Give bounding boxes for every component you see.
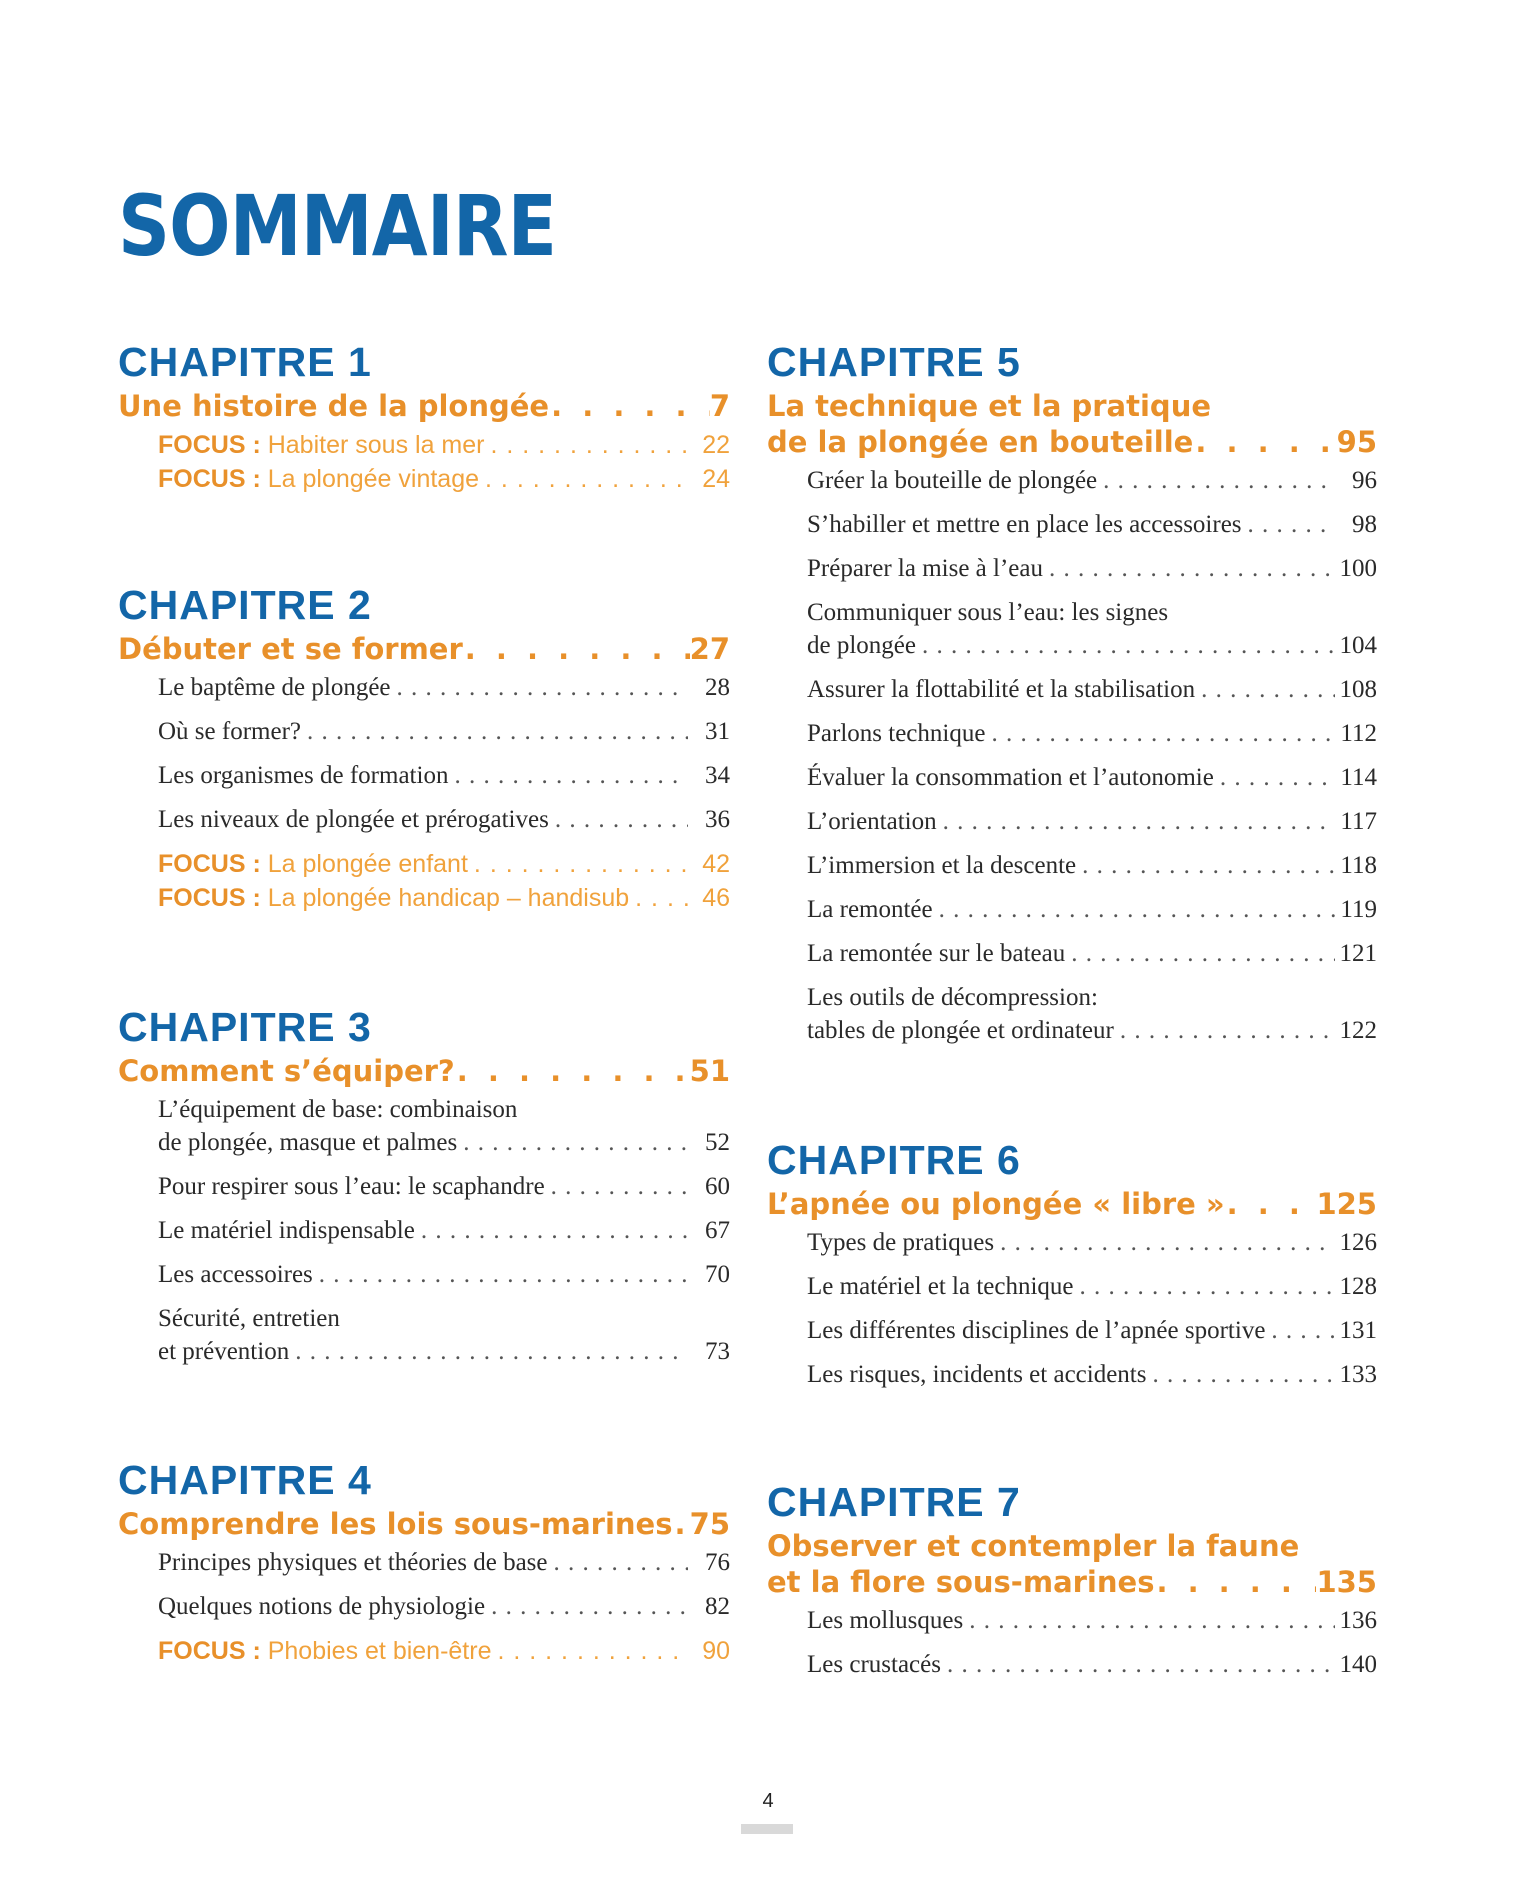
toc-entry[interactable] xyxy=(807,1648,1377,1681)
entry-page-number: 46 xyxy=(702,884,730,912)
entry-page-number: 126 xyxy=(1339,1229,1377,1256)
entry-page-number: 90 xyxy=(702,1637,730,1665)
chapter-page-number: 75 xyxy=(689,1507,730,1541)
entry-title: Gréer la bouteille de plongée xyxy=(807,467,1098,494)
entry-title-line: Les outils de décompression: xyxy=(807,984,1098,1011)
dot-leader xyxy=(1214,761,1335,794)
entry-page-number: 76 xyxy=(705,1549,730,1576)
toc-entry[interactable] xyxy=(158,1546,730,1579)
entry-title: Le matériel et la technique xyxy=(807,1273,1074,1300)
entry-title: tables de plongée et ordinateur xyxy=(807,1017,1114,1044)
entry-title: S’habiller et mettre en place les accessoires xyxy=(807,511,1242,538)
entry-page-number: 73 xyxy=(705,1338,730,1365)
dot-leader xyxy=(391,671,688,704)
toc-entry[interactable] xyxy=(158,1258,730,1291)
entry-title: Assurer la flottabilité et la stabilisation xyxy=(807,676,1196,703)
dot-leader xyxy=(1242,508,1335,541)
dot-leader xyxy=(485,1590,688,1623)
page-number: 4 xyxy=(762,1790,774,1812)
toc-entry[interactable] xyxy=(807,1314,1377,1347)
toc-entry[interactable] xyxy=(158,1590,730,1623)
entry-title: Pour respirer sous l’eau: le scaphandre xyxy=(158,1173,545,1200)
focus-label: FOCUS : xyxy=(158,465,261,493)
entry-title: Les accessoires xyxy=(158,1261,313,1288)
entry-page-number: 121 xyxy=(1339,940,1377,967)
entry-page-number: 36 xyxy=(705,806,730,833)
toc-entry[interactable] xyxy=(807,1604,1377,1637)
entry-page-number: 98 xyxy=(1352,511,1377,538)
entry-title: La remontée xyxy=(807,896,933,923)
entry-page-number: 131 xyxy=(1339,1317,1377,1344)
toc-entry[interactable] xyxy=(158,671,730,704)
chapter-title: Comment s’équiper? xyxy=(118,1054,455,1088)
focus-entry[interactable] xyxy=(158,428,730,462)
dot-leader xyxy=(672,1506,689,1542)
dot-leader xyxy=(1146,1358,1335,1391)
chapter-title-link[interactable] xyxy=(767,1186,1377,1222)
chapter-title-link[interactable] xyxy=(118,1506,730,1542)
dot-leader xyxy=(1114,1014,1335,1047)
entry-title: La plongée vintage xyxy=(260,465,480,493)
toc-entry[interactable] xyxy=(807,552,1377,585)
toc-entry[interactable] xyxy=(807,805,1377,838)
toc-entry[interactable] xyxy=(807,849,1377,882)
dot-leader xyxy=(629,881,688,915)
chapter-title-line: Observer et contempler la faune xyxy=(767,1529,1300,1563)
entry-page-number: 82 xyxy=(705,1593,730,1620)
entry-title: Phobies et bien-être xyxy=(260,1637,492,1665)
entry-page-number: 96 xyxy=(1352,467,1377,494)
toc-entry[interactable] xyxy=(807,893,1377,926)
chapter-7 xyxy=(767,1478,1377,1692)
entry-title: La plongée handicap – handisub xyxy=(260,884,630,912)
chapter-5 xyxy=(767,338,1377,1058)
entry-list xyxy=(118,1546,730,1668)
entry-title: Les risques, incidents et accidents xyxy=(807,1361,1147,1388)
dot-leader xyxy=(484,428,688,462)
entry-page-number: 67 xyxy=(705,1217,730,1244)
chapter-title-link[interactable] xyxy=(767,388,1377,460)
entry-page-number: 119 xyxy=(1340,896,1377,923)
entry-page-number: 136 xyxy=(1339,1607,1377,1634)
toc-entry[interactable] xyxy=(807,1226,1377,1259)
entry-title: Types de pratiques xyxy=(807,1229,995,1256)
chapter-4 xyxy=(118,1456,730,1668)
dot-leader xyxy=(994,1226,1335,1259)
dot-leader xyxy=(545,1170,688,1203)
entry-page-number: 112 xyxy=(1340,720,1377,747)
entry-page-number: 31 xyxy=(705,718,730,745)
toc-entry[interactable] xyxy=(807,1270,1377,1303)
toc-entry[interactable] xyxy=(158,1170,730,1203)
chapter-page-number: 125 xyxy=(1316,1187,1377,1221)
dot-leader xyxy=(1195,673,1335,706)
dot-leader xyxy=(549,803,688,836)
dot-leader xyxy=(1043,552,1335,585)
entry-page-number: 104 xyxy=(1339,632,1377,659)
chapter-3 xyxy=(118,1003,730,1379)
entry-title-line: L’équipement de base: combinaison xyxy=(158,1096,518,1123)
entry-page-number: 140 xyxy=(1339,1651,1377,1678)
dot-leader xyxy=(457,1126,688,1159)
entry-title: Le baptême de plongée xyxy=(158,674,391,701)
dot-leader xyxy=(549,388,710,424)
entry-title: Préparer la mise à l’eau xyxy=(807,555,1043,582)
chapter-heading: CHAPITRE 3 xyxy=(118,1004,372,1050)
dot-leader xyxy=(468,847,688,881)
dot-leader xyxy=(985,717,1335,750)
entry-title: Quelques notions de physiologie xyxy=(158,1593,486,1620)
toc-entry[interactable] xyxy=(807,1358,1377,1391)
dot-leader xyxy=(963,1604,1335,1637)
toc-entry[interactable] xyxy=(807,981,1377,1047)
dot-leader xyxy=(1154,1564,1316,1600)
entry-page-number: 42 xyxy=(702,850,730,878)
dot-leader xyxy=(1074,1270,1335,1303)
entry-page-number: 52 xyxy=(705,1129,730,1156)
folio-divider xyxy=(741,1824,793,1834)
entry-list xyxy=(118,1093,730,1368)
entry-title: et prévention xyxy=(158,1338,290,1365)
entry-page-number: 122 xyxy=(1339,1017,1377,1044)
dot-leader xyxy=(479,462,688,496)
entry-title: Les organismes de formation xyxy=(158,762,449,789)
entry-page-number: 70 xyxy=(705,1261,730,1288)
toc-entry[interactable] xyxy=(807,717,1377,750)
dot-leader xyxy=(1065,937,1335,970)
entry-list xyxy=(767,1226,1377,1391)
dot-leader xyxy=(1076,849,1335,882)
chapter-title-link[interactable] xyxy=(118,1053,730,1089)
chapter-heading: CHAPITRE 7 xyxy=(767,1479,1021,1525)
entry-list xyxy=(767,1604,1377,1681)
toc-entry[interactable] xyxy=(807,937,1377,970)
entry-title: Où se former? xyxy=(158,718,301,745)
chapter-2 xyxy=(118,581,730,915)
entry-title: Parlons technique xyxy=(807,720,986,747)
dot-leader xyxy=(301,715,688,748)
entry-title: Les crustacés xyxy=(807,1651,941,1678)
entry-title: Le matériel indispensable xyxy=(158,1217,415,1244)
chapter-1 xyxy=(118,338,730,496)
entry-title: Les niveaux de plongée et prérogatives xyxy=(158,806,549,833)
chapter-title: et la flore sous-marines xyxy=(767,1565,1155,1599)
chapter-heading: CHAPITRE 2 xyxy=(118,582,372,628)
dot-leader xyxy=(916,629,1335,662)
entry-title: Habiter sous la mer xyxy=(260,431,485,459)
entry-page-number: 28 xyxy=(705,674,730,701)
dot-leader xyxy=(1193,424,1336,460)
toc-entry[interactable] xyxy=(807,673,1377,706)
entry-title: Évaluer la consommation et l’autonomie xyxy=(807,764,1214,791)
entry-list xyxy=(118,428,730,496)
dot-leader xyxy=(415,1214,688,1247)
dot-leader xyxy=(491,1634,688,1668)
entry-page-number: 108 xyxy=(1339,676,1377,703)
toc-entry[interactable] xyxy=(807,464,1377,497)
focus-label: FOCUS : xyxy=(158,1637,261,1665)
entry-list xyxy=(767,464,1377,1047)
entry-page-number: 100 xyxy=(1339,555,1377,582)
entry-page-number: 133 xyxy=(1339,1361,1377,1388)
toc-entry[interactable] xyxy=(807,761,1377,794)
toc-entry[interactable] xyxy=(158,1214,730,1247)
entry-page-number: 114 xyxy=(1340,764,1377,791)
chapter-6 xyxy=(767,1136,1377,1402)
dot-leader xyxy=(313,1258,688,1291)
focus-label: FOCUS : xyxy=(158,884,261,912)
entry-title-line: Communiquer sous l’eau: les signes xyxy=(807,599,1169,626)
entry-page-number: 118 xyxy=(1340,852,1377,879)
dot-leader xyxy=(448,759,688,792)
chapter-title: de la plongée en bouteille xyxy=(767,425,1194,459)
toc-entry[interactable] xyxy=(807,508,1377,541)
toc-entry[interactable] xyxy=(158,715,730,748)
focus-label: FOCUS : xyxy=(158,431,261,459)
entry-title: La remontée sur le bateau xyxy=(807,940,1066,967)
entry-title: La plongée enfant xyxy=(260,850,468,878)
chapter-heading: CHAPITRE 4 xyxy=(118,1457,372,1503)
entry-title: Les mollusques xyxy=(807,1607,964,1634)
chapter-page-number: 135 xyxy=(1316,1565,1377,1599)
entry-page-number: 22 xyxy=(702,431,730,459)
toc-entry[interactable] xyxy=(158,1302,730,1368)
chapter-page-number: 95 xyxy=(1336,425,1377,459)
page-title: SOMMAIRE xyxy=(118,177,557,275)
toc-entry[interactable] xyxy=(158,803,730,836)
focus-entry[interactable] xyxy=(158,881,730,915)
focus-entry[interactable] xyxy=(158,847,730,881)
focus-entry[interactable] xyxy=(158,1634,730,1668)
chapter-heading: CHAPITRE 5 xyxy=(767,339,1021,385)
focus-entry[interactable] xyxy=(158,462,730,496)
entry-title-line: Sécurité, entretien xyxy=(158,1305,340,1332)
toc-entry[interactable] xyxy=(158,759,730,792)
entry-list xyxy=(118,671,730,915)
chapter-heading: CHAPITRE 1 xyxy=(118,339,372,385)
dot-leader xyxy=(455,1053,690,1089)
chapter-title-link[interactable] xyxy=(767,1528,1377,1600)
chapter-title: Une histoire de la plongée xyxy=(118,389,550,423)
dot-leader xyxy=(289,1335,688,1368)
dot-leader xyxy=(1097,464,1335,497)
chapter-title: Débuter et se former xyxy=(118,632,463,666)
entry-title: de plongée xyxy=(807,632,916,659)
dot-leader xyxy=(463,631,690,667)
chapter-title: Comprendre les lois sous-marines xyxy=(118,1507,673,1541)
entry-title: Principes physiques et théories de base xyxy=(158,1549,548,1576)
dot-leader xyxy=(941,1648,1335,1681)
entry-title: de plongée, masque et palmes xyxy=(158,1129,458,1156)
dot-leader xyxy=(1265,1314,1335,1347)
chapter-title-link[interactable] xyxy=(118,631,730,667)
focus-label: FOCUS : xyxy=(158,850,261,878)
dot-leader xyxy=(1225,1186,1317,1222)
chapter-page-number: 51 xyxy=(689,1054,730,1088)
entry-page-number: 128 xyxy=(1339,1273,1377,1300)
toc-entry[interactable] xyxy=(158,1093,730,1159)
dot-leader xyxy=(937,805,1335,838)
entry-title: Les différentes disciplines de l’apnée sportive xyxy=(807,1317,1266,1344)
chapter-title-link[interactable] xyxy=(118,388,730,424)
chapter-page-number: 7 xyxy=(709,389,730,423)
entry-title: L’immersion et la descente xyxy=(807,852,1077,879)
chapter-title-line: La technique et la pratique xyxy=(767,389,1212,423)
chapter-page-number: 27 xyxy=(689,632,730,666)
dot-leader xyxy=(933,893,1335,926)
entry-page-number: 34 xyxy=(705,762,730,789)
entry-page-number: 24 xyxy=(702,465,730,493)
toc-entry[interactable] xyxy=(807,596,1377,662)
chapter-heading: CHAPITRE 6 xyxy=(767,1137,1021,1183)
dot-leader xyxy=(548,1546,689,1579)
chapter-title: L’apnée ou plongée « libre » xyxy=(767,1187,1225,1221)
entry-title: L’orientation xyxy=(807,808,937,835)
entry-page-number: 117 xyxy=(1340,808,1377,835)
entry-page-number: 60 xyxy=(705,1173,730,1200)
